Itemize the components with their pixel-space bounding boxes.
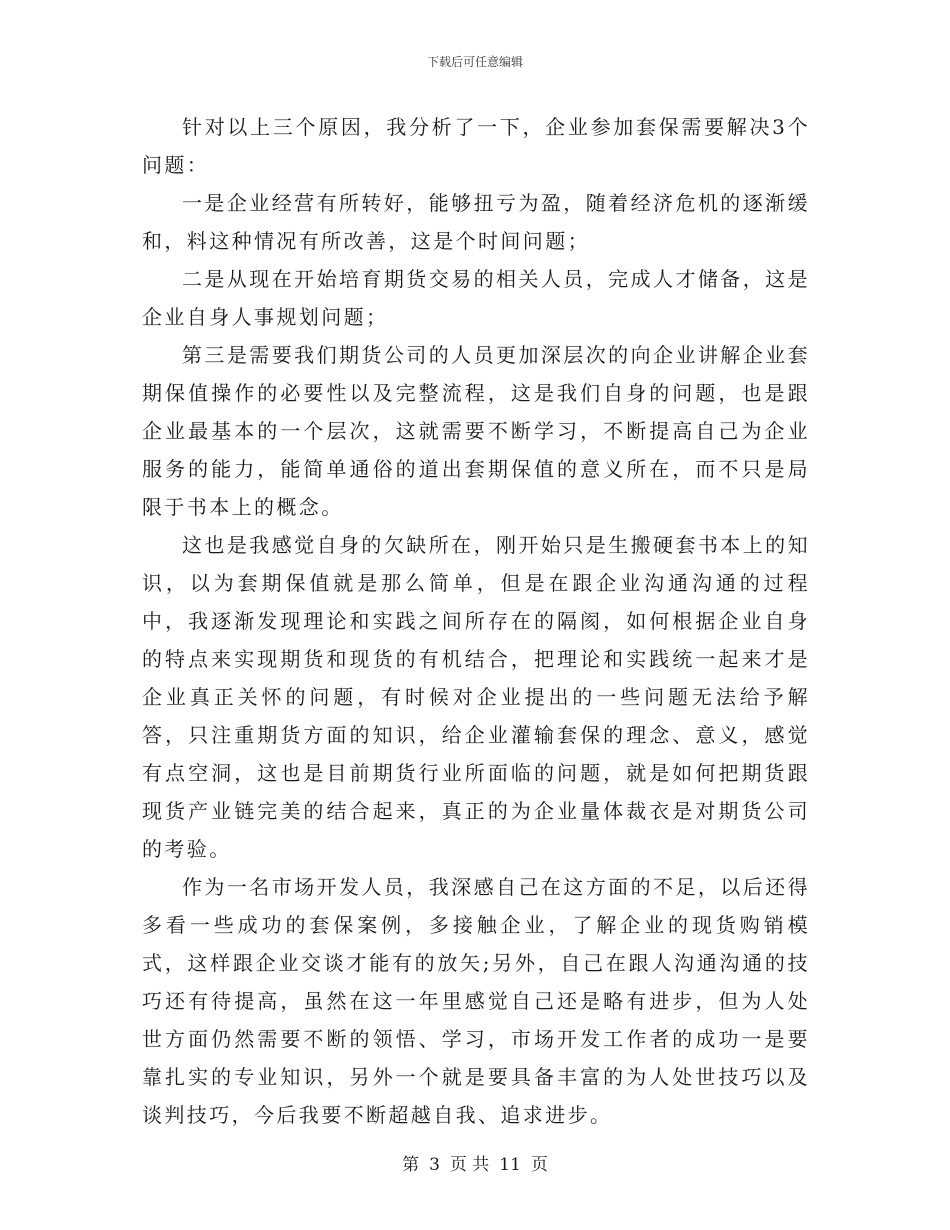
page-footer-middle: 页 共 <box>449 1155 490 1175</box>
paragraph: 作为一名市场开发人员，我深感自己在这方面的不足，以后还得多看一些成功的套保案例，多接触企业，了解企业的现货购销模式，这样跟企业交谈才能有的放矢;另外，自己在跟人沟通沟通的技巧还有待提高，虽然在这一年里感觉自己还是略有进步，但为人处世方面仍然需要不断的领悟、学习，市场开发工作者的成功一是要靠扎实的专业知识，另外一个就是要具备丰富的为人处世技巧以及谈判技巧，今后我要不断超越自我、追求进步。 <box>142 875 810 1127</box>
page-footer <box>0 1154 950 1176</box>
paragraph: 二是从现在开始培育期货交易的相关人员，完成人才储备，这是企业自身人事规划问题； <box>142 267 810 329</box>
document-body <box>142 108 810 1134</box>
page-header: 下载后可任意编辑 <box>426 55 523 69</box>
page-footer-suffix: 页 <box>530 1155 548 1175</box>
paragraph: 这也是我感觉自身的欠缺所在，刚开始只是生搬硬套书本上的知识，以为套期保值就是那么简单，但是在跟企业沟通沟通的过程中，我逐渐发现理论和实践之间所存在的隔阂，如何根据企业自身的特点来实现期货和现货的有机结合，把理论和实践统一起来才是企业真正关怀的问题，有时候对企业提出的一些问题无法给予解答，只注重期货方面的知识，给企业灌输套保的理念、意义，感觉有点空洞，这也是目前期货行业所面临的问题，就是如何把期货跟现货产业链完美的结合起来，真正的为企业量体裁衣是对期货公司的考验。 <box>142 533 810 861</box>
page-footer-prefix: 第 <box>402 1155 420 1175</box>
total-pages-number: 11 <box>499 1155 521 1175</box>
paragraph: 一是企业经营有所转好，能够扭亏为盈，随着经济危机的逐渐缓和，料这种情况有所改善，这是个时间问题； <box>142 191 810 253</box>
paragraph: 第三是需要我们期货公司的人员更加深层次的向企业讲解企业套期保值操作的必要性以及完整流程，这是我们自身的问题，也是跟企业最基本的一个层次，这就需要不断学习，不断提高自己为企业服务的能力，能简单通俗的道出套期保值的意义所在，而不只是局限于书本上的概念。 <box>142 343 810 519</box>
current-page-number: 3 <box>429 1155 440 1175</box>
paragraph: 针对以上三个原因，我分析了一下，企业参加套保需要解决3个问题： <box>142 115 810 177</box>
